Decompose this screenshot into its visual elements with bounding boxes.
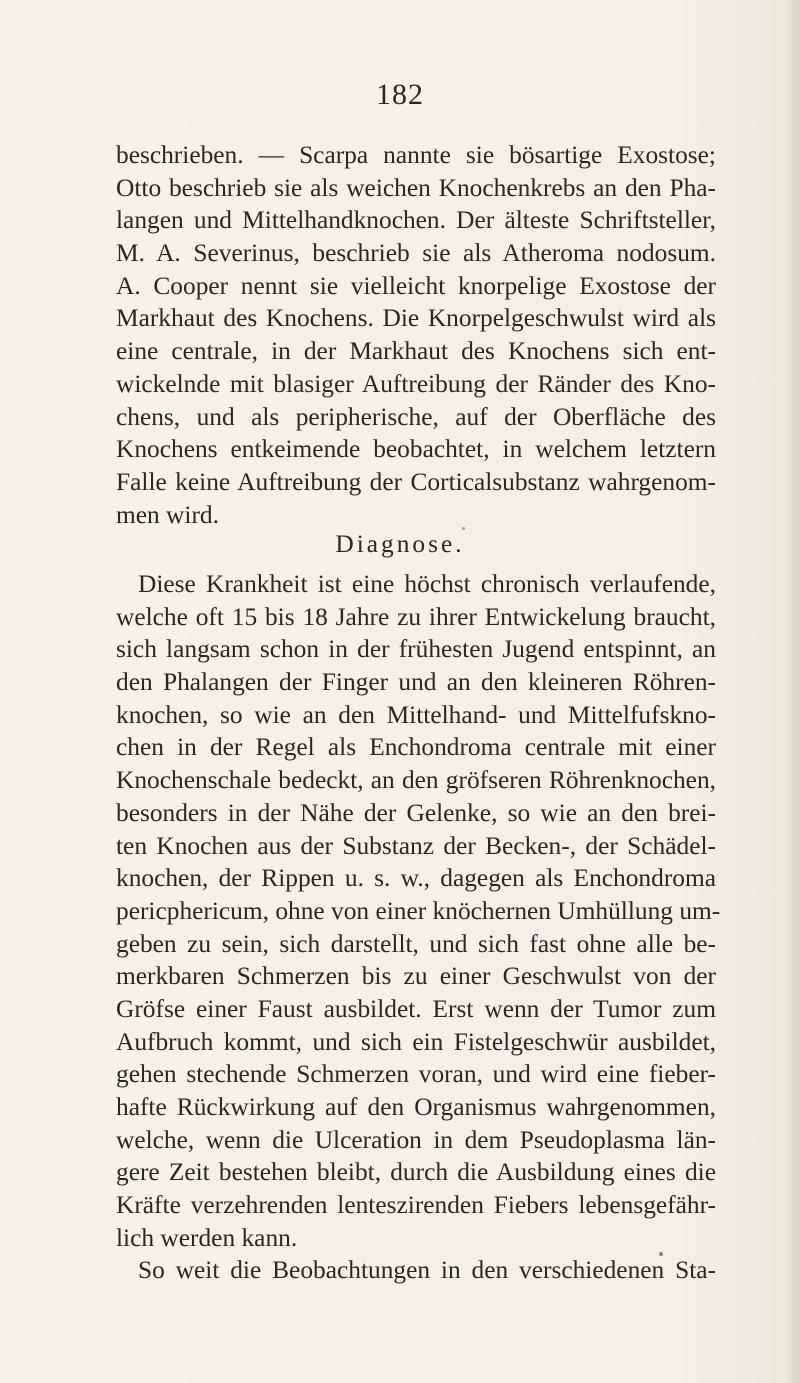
paper-speck bbox=[462, 527, 465, 530]
text-line: lich werden kann. bbox=[116, 1223, 298, 1252]
text-line: langen und Mittelhandknochen. Der älteste Schriftsteller, bbox=[116, 206, 716, 235]
paragraph-2 bbox=[116, 568, 721, 1287]
text-line: men wird. bbox=[116, 500, 219, 529]
text-line: ten Knochen aus der Substanz der Becken-, der Schädel- bbox=[116, 831, 716, 860]
text-line: chen in der Regel als Enchondroma centrale mit einer bbox=[116, 733, 716, 762]
page-number: 182 bbox=[376, 78, 424, 111]
page-edge bbox=[786, 0, 800, 1383]
text-line: M. A. Severinus, beschrieb sie als Atheroma nodosum. bbox=[116, 239, 716, 268]
text-line: geben zu sein, sich darstellt, und sich fast ohne alle be- bbox=[116, 929, 716, 958]
text-line: merkbaren Schmerzen bis zu einer Geschwulst von der bbox=[116, 962, 716, 991]
text-line: Kräfte verzehrenden lenteszirenden Fiebers lebensgefähr- bbox=[116, 1191, 716, 1220]
text-line: knochen, der Rippen u. s. w., dagegen als Enchondroma bbox=[116, 864, 716, 893]
paragraph-1 bbox=[116, 139, 716, 531]
text-line: hafte Rückwirkung auf den Organismus wahrgenommen, bbox=[116, 1093, 716, 1121]
text-line: sich langsam schon in der frühesten Jugend entspinnt, an bbox=[116, 635, 716, 664]
text-line: Otto beschrieb sie als weichen Knochenkrebs an den Pha- bbox=[116, 173, 716, 202]
text-line: beschrieben. — Scarpa nannte sie bösartige Exostose; bbox=[116, 141, 716, 169]
text-line: welche, wenn die Ulceration in dem Pseudoplasma län- bbox=[116, 1125, 716, 1154]
section-heading: Diagnose. bbox=[335, 530, 465, 558]
text-line: A. Cooper nennt sie vielleicht knorpelige Exostose der bbox=[116, 271, 716, 300]
text-line: So weit die Beobachtungen in den verschiedenen Sta- bbox=[138, 1256, 716, 1285]
text-line: wickelnde mit blasiger Auftreibung der Ränder des Kno- bbox=[116, 369, 716, 398]
text-line: Diese Krankheit ist eine höchst chronisch verlaufende, bbox=[138, 570, 716, 598]
text-line: gere Zeit bestehen bleibt, durch die Ausbildung eines die bbox=[116, 1158, 716, 1187]
text-line: Gröfse einer Faust ausbildet. Erst wenn der Tumor zum bbox=[116, 994, 716, 1023]
text-line: knochen, so wie an den Mittelhand- und Mittelfufskno- bbox=[116, 700, 716, 729]
text-line: Falle keine Auftreibung der Corticalsubstanz wahrgenom- bbox=[116, 467, 716, 496]
text-line: den Phalangen der Finger und an den kleineren Röhren- bbox=[116, 668, 716, 697]
text-line: welche oft 15 bis 18 Jahre zu ihrer Entwickelung braucht, bbox=[116, 602, 716, 631]
text-line: pericphericum, ohne von einer knöchernen Umhüllung um- bbox=[116, 896, 721, 925]
text-line: Markhaut des Knochens. Die Knorpelgeschwulst wird als bbox=[116, 304, 716, 333]
text-line: eine centrale, in der Markhaut des Knochens sich ent- bbox=[116, 337, 716, 366]
text-line: Knochenschale bedeckt, an den gröfseren Röhrenknochen, bbox=[116, 766, 716, 795]
text-line: chens, und als peripherische, auf der Oberfläche des bbox=[116, 402, 716, 431]
text-line: besonders in der Nähe der Gelenke, so wie an den brei- bbox=[116, 798, 716, 827]
text-line: Knochens entkeimende beobachtet, in welchem letztern bbox=[116, 435, 716, 464]
text-line: gehen stechende Schmerzen voran, und wird eine fieber- bbox=[116, 1060, 716, 1089]
text-line: Aufbruch kommt, und sich ein Fistelgeschwür ausbildet, bbox=[116, 1027, 716, 1056]
paper-speck bbox=[659, 1252, 663, 1256]
